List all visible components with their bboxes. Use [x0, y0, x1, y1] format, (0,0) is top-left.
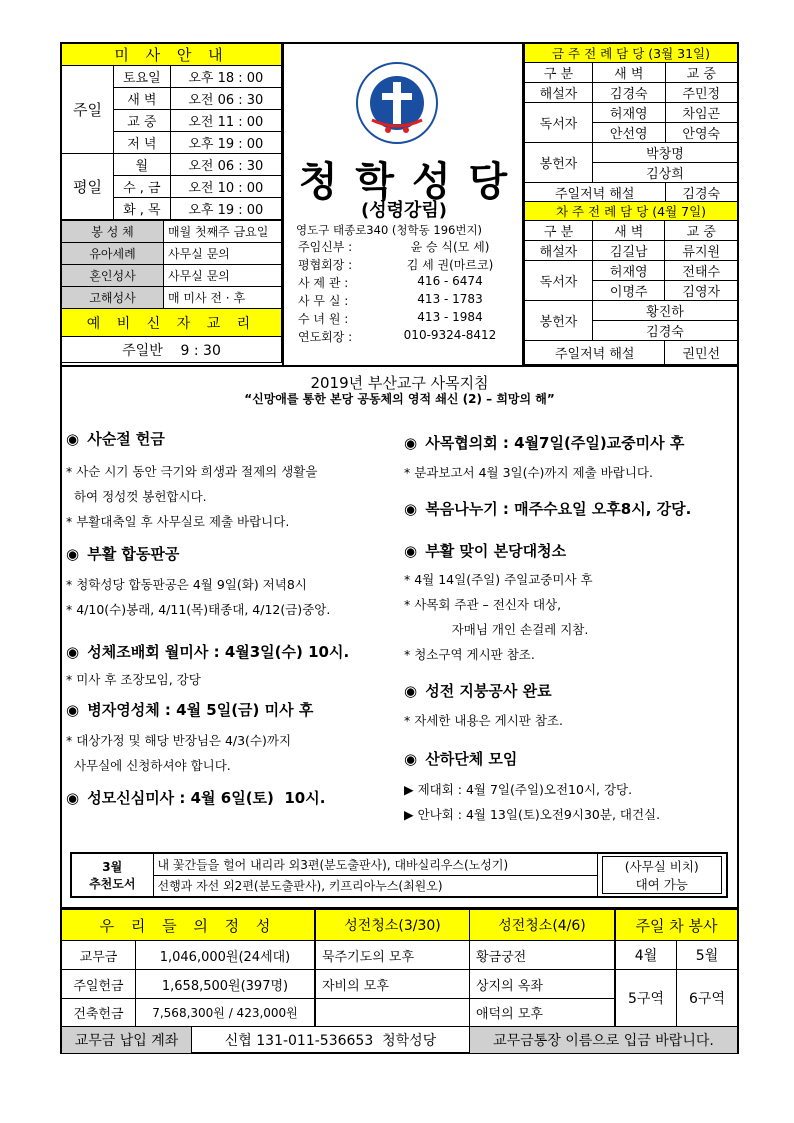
- cleaning-group: 상지의 옥좌: [470, 970, 615, 999]
- sacrament-info: 사무실 문의: [164, 243, 282, 265]
- mass-day: 토요일: [114, 66, 171, 88]
- mass-time: 오후 19 : 00: [170, 132, 281, 154]
- news-item: [66, 699, 396, 787]
- news-item: [404, 540, 734, 680]
- books-note-cell: [597, 853, 727, 897]
- row-label: 봉헌자: [525, 143, 593, 183]
- row-label: 해설자: [525, 83, 593, 103]
- news-left-column: [66, 428, 396, 817]
- liturgy-person: 안영숙: [665, 123, 738, 143]
- parish-logo: [352, 60, 442, 146]
- parish-subtitle: (성령강림): [360, 200, 447, 221]
- contact-value: 413 - 1783: [417, 292, 483, 306]
- news-line: * 청소구역 게시판 참조.: [404, 647, 535, 662]
- sunday-label: 주일: [62, 66, 114, 154]
- book-item: 내 꽃간들을 헐어 내리라 외3편(분도출판사), 대바실리우스(노성기): [153, 853, 597, 875]
- news-title: 사순절 헌금: [87, 430, 165, 448]
- contact-label: 수 녀 원 :: [298, 312, 349, 326]
- target-icon: ◉: [404, 500, 418, 518]
- catechumen-title: 예 비 신 자 교 리: [62, 309, 282, 337]
- liturgy-person: 박창명: [593, 143, 738, 163]
- liturgy-person: 김길남: [593, 241, 665, 261]
- contact-label: 주임신부 :: [298, 240, 353, 254]
- service-group: 6구역: [677, 970, 738, 1027]
- news-item: [404, 748, 734, 828]
- news-line: ▶ 제대회 : 4월 7일(주일)오전10시, 강당.: [404, 782, 633, 797]
- target-icon: ◉: [66, 545, 80, 563]
- news-item: [404, 680, 734, 748]
- liturgy-person: 김영자: [665, 281, 738, 301]
- cleaning-group: 애덕의 모후: [470, 999, 615, 1027]
- liturgy-person: 차임곤: [665, 103, 738, 123]
- footer-label: 교무금 납입 계좌: [62, 1027, 192, 1054]
- service-table: [615, 909, 738, 1027]
- liturgy-person: 김경숙: [593, 83, 666, 103]
- cleaning-table: [315, 909, 615, 1027]
- offering-value: 1,658,500원(397명): [136, 970, 315, 999]
- liturgy-person: 허재영: [593, 261, 665, 281]
- service-month: 4월: [616, 941, 677, 970]
- news-line: * 부활대축일 후 사무실로 제출 바랍니다.: [66, 514, 290, 529]
- parish-address: 영도구 태종로340 (청학동 196번지): [296, 223, 483, 237]
- cleaning-title: 성전청소(3/30): [316, 910, 470, 941]
- service-month: 5월: [677, 941, 738, 970]
- cleaning-group: 묵주기도의 모후: [316, 941, 470, 970]
- cleaning-group: [316, 999, 470, 1027]
- mass-time: 오전 06 : 30: [170, 88, 281, 110]
- news-item: [66, 641, 396, 699]
- footer-note: 교무금통장 이름으로 입금 바랍니다.: [470, 1027, 738, 1054]
- cleaning-group: 자비의 모후: [316, 970, 470, 999]
- sacrament-name: 고해성사: [62, 287, 164, 309]
- row-label: 독서자: [525, 103, 593, 143]
- offering-table: [61, 909, 315, 1027]
- pastoral-title: 2019년 부산교구 사목지침: [310, 374, 489, 392]
- row-label: 독서자: [525, 261, 593, 301]
- next-week-title: 차 주 전 례 담 당 (4월 7일): [525, 202, 738, 221]
- target-icon: ◉: [66, 430, 80, 448]
- footer-bar: [61, 1026, 738, 1054]
- footer-account: 신협 131-011-536653 청학성당: [192, 1027, 470, 1054]
- mass-day: 새 벽: [114, 88, 171, 110]
- cleaning-title: 성전청소(4/6): [470, 910, 615, 941]
- contact-value: 윤 승 식(모 세): [410, 240, 490, 254]
- news-item: [66, 543, 396, 641]
- this-week-liturgy: [524, 43, 738, 203]
- news-line: 사무실에 신청하셔야 합니다.: [66, 758, 231, 773]
- news-line: * 청학성당 합동판공은 4월 9일(화) 저녁8시: [66, 577, 307, 592]
- news-title: 성체조배회 월미사 : 4월3일(수) 10시.: [87, 643, 350, 661]
- liturgy-person: 김경숙: [665, 183, 738, 203]
- news-line: * 사순 시기 동안 극기와 희생과 절제의 생활을: [66, 464, 318, 479]
- news-title: 성전 지붕공사 완료: [425, 682, 552, 700]
- row-label: 봉헌자: [525, 301, 593, 341]
- books-label: 3월 추천도서: [71, 853, 153, 897]
- col-head: 구 분: [525, 221, 593, 241]
- news-item: [404, 432, 734, 498]
- sacrament-name: 유아세례: [62, 243, 164, 265]
- mass-time: 오후 18 : 00: [170, 66, 281, 88]
- mass-time: 오전 11 : 00: [170, 110, 281, 132]
- row-label: 주일저녁 해설: [525, 183, 666, 203]
- mass-time: 오후 19 : 00: [170, 198, 281, 220]
- header-divider-left: [282, 42, 284, 366]
- target-icon: ◉: [404, 434, 418, 452]
- col-head: 새 벽: [593, 63, 666, 83]
- news-title: 사목협의회 : 4월7일(주일)교중미사 후: [425, 434, 685, 452]
- offering-value: 7,568,300원 / 423,000원: [136, 999, 315, 1027]
- sacrament-name: 혼인성사: [62, 265, 164, 287]
- col-head: 교 중: [665, 63, 738, 83]
- weekday-label: 평일: [62, 154, 114, 220]
- pastoral-subtitle: “신망애를 통한 본당 공동체의 영적 쇄신 (2) – 희망의 해”: [244, 392, 555, 406]
- news-line: ▶ 안나회 : 4월 13일(토)오전9시30분, 대건실.: [404, 807, 661, 822]
- parish-contacts: [298, 238, 520, 346]
- offering-label: 주일헌금: [62, 970, 136, 999]
- news-right-column: [404, 432, 734, 828]
- sacrament-info: 사무실 문의: [164, 265, 282, 287]
- news-title: 성모신심미사 : 4월 6일(토) 10시.: [87, 789, 326, 807]
- news-line: * 4/10(수)봉래, 4/11(목)태종대, 4/12(금)중앙.: [66, 602, 331, 617]
- offering-title: 우 리 들 의 정 성: [62, 910, 315, 941]
- liturgy-person: 전태수: [665, 261, 738, 281]
- sacrament-name: 봉 성 체: [62, 221, 164, 243]
- this-week-title: 금 주 전 례 담 당 (3월 31일): [525, 44, 738, 63]
- liturgy-person: 류지원: [665, 241, 738, 261]
- col-head: 구 분: [525, 63, 593, 83]
- mass-day: 월: [114, 154, 171, 176]
- catechumen-time: 주일반 9 : 30: [62, 337, 282, 363]
- mass-schedule-table: [61, 43, 282, 220]
- contact-value: 413 - 1984: [417, 310, 483, 324]
- sacrament-info: 매월 첫째주 금요일: [164, 221, 282, 243]
- cleaning-group: 황금궁전: [470, 941, 615, 970]
- contact-label: 사 제 관 :: [298, 276, 349, 290]
- mass-time: 오전 06 : 30: [170, 154, 281, 176]
- news-item: [66, 428, 396, 533]
- row-label: 해설자: [525, 241, 593, 261]
- col-head: 새 벽: [593, 221, 665, 241]
- target-icon: ◉: [66, 643, 80, 661]
- service-group: 5구역: [616, 970, 677, 1027]
- contact-value: 김 세 권(마르코): [406, 258, 494, 272]
- news-line: * 사목회 주관 – 전신자 대상,: [404, 597, 562, 612]
- news-line: * 대상가정 및 해당 반장님은 4/3(수)까지: [66, 733, 292, 748]
- sacrament-table: [61, 220, 282, 363]
- mass-day: 수 , 금: [114, 176, 171, 198]
- liturgy-person: 허재영: [593, 103, 666, 123]
- news-line: 하여 정성껏 봉헌합시다.: [66, 489, 207, 504]
- church-logo-icon: [352, 60, 442, 146]
- target-icon: ◉: [66, 701, 80, 719]
- books-note: (사무실 비치) 대여 가능: [602, 856, 723, 894]
- mass-day: 저 녁: [114, 132, 171, 154]
- offering-label: 건축헌금: [62, 999, 136, 1027]
- offering-label: 교무금: [62, 941, 136, 970]
- contact-value: 010-9324-8412: [403, 328, 497, 342]
- sacrament-info: 매 미사 전 · 후: [164, 287, 282, 309]
- contact-value: 416 - 6474: [417, 274, 483, 288]
- row-label: 주일저녁 해설: [525, 341, 665, 365]
- news-title: 부활 합동판공: [87, 545, 180, 563]
- col-head: 교 중: [665, 221, 738, 241]
- parish-name: 청 학 성 당: [298, 159, 510, 205]
- book-item: 선행과 자선 외2편(분도출판사), 키프리아누스(최원오): [153, 875, 597, 897]
- news-title: 복음나누기 : 매주수요일 오후8시, 강당.: [425, 500, 692, 518]
- liturgy-person: 황진하: [593, 301, 738, 321]
- contact-label: 사 무 실 :: [298, 294, 349, 308]
- target-icon: ◉: [404, 750, 418, 768]
- news-item: [66, 787, 396, 817]
- news-title: 부활 맞이 본당대청소: [425, 542, 567, 560]
- news-title: 산하단체 모임: [425, 750, 518, 768]
- liturgy-person: 안선영: [593, 123, 666, 143]
- target-icon: ◉: [404, 682, 418, 700]
- offering-value: 1,046,000원(24세대): [136, 941, 315, 970]
- liturgy-person: 김경숙: [593, 321, 738, 341]
- news-line: * 분과보고서 4월 3일(수)까지 제출 바랍니다.: [404, 465, 653, 480]
- news-line: * 자세한 내용은 게시판 참조.: [404, 713, 563, 728]
- mass-day: 교 중: [114, 110, 171, 132]
- news-line: 자매님 개인 손걸레 지참.: [404, 622, 589, 637]
- target-icon: ◉: [66, 789, 80, 807]
- mass-title: 미 사 안 내: [62, 44, 282, 66]
- header-bottom-rule: [60, 365, 739, 367]
- liturgy-person: 권민선: [665, 341, 738, 365]
- mass-day: 화 , 목: [114, 198, 171, 220]
- service-title: 주일 차 봉사: [616, 910, 738, 941]
- liturgy-person: 김상희: [593, 163, 738, 183]
- news-line: * 4월 14일(주일) 주일교중미사 후: [404, 572, 593, 587]
- news-item: [404, 498, 734, 540]
- mass-time: 오전 10 : 00: [170, 176, 281, 198]
- contact-label: 연도회장 :: [298, 330, 353, 344]
- liturgy-person: 주민정: [665, 83, 738, 103]
- news-line: * 미사 후 조장모임, 강당: [66, 672, 201, 687]
- recommended-books: [70, 852, 728, 898]
- news-title: 병자영성체 : 4월 5일(금) 미사 후: [87, 701, 314, 719]
- target-icon: ◉: [404, 542, 418, 560]
- next-week-liturgy: [524, 201, 738, 365]
- liturgy-person: 이명주: [593, 281, 665, 301]
- contact-label: 평협회장 :: [298, 258, 353, 272]
